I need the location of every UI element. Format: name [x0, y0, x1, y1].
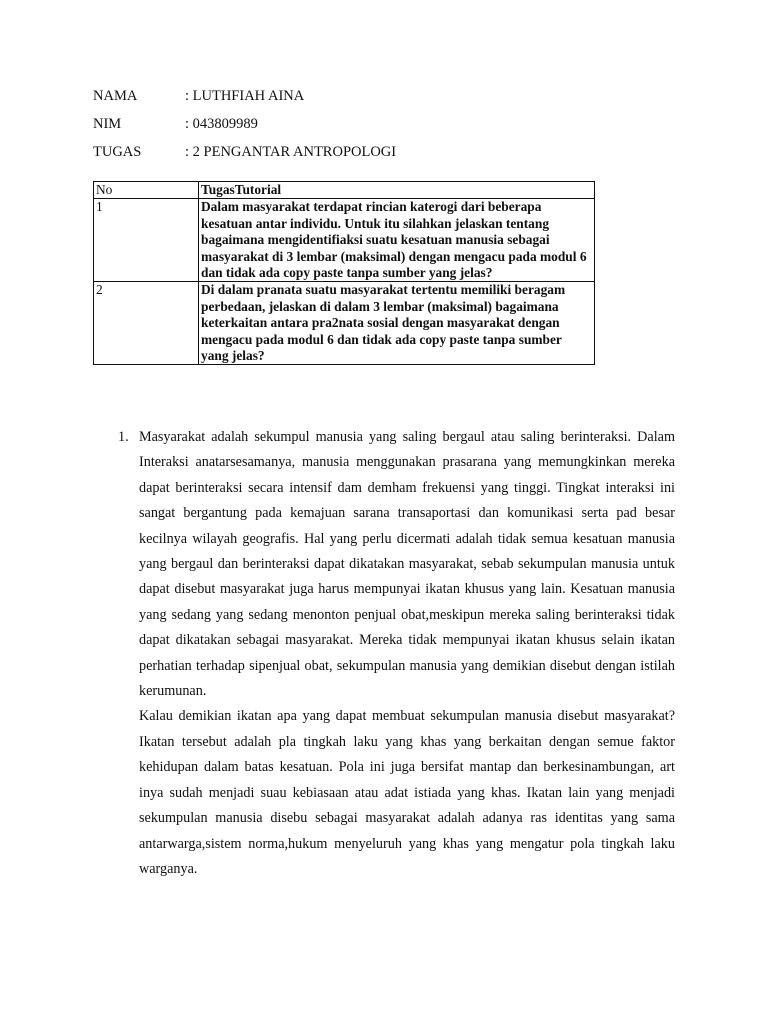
table-row [94, 199, 595, 282]
tugas-value: : 2 PENGANTAR ANTROPOLOGI [185, 144, 397, 160]
table-header-row [94, 182, 595, 199]
nim-label: NIM [93, 116, 122, 132]
task-table [93, 181, 595, 365]
tugas-row [93, 143, 396, 161]
nim-row [93, 115, 258, 133]
table-header-task: TugasTutorial [199, 182, 595, 199]
answer-number: 1. [118, 429, 129, 445]
table-row [94, 282, 595, 365]
nama-label: NAMA [93, 88, 138, 104]
answer-paragraph: Masyarakat adalah sekumpul manusia yang saling bergaul atau saling berinteraksi. Dalam Interaksi anatarsesamanya, manusia menggunakan prasarana yang memungkinkan mereka dapat berinteraksi secara intensif dam demham frekuensi yang tinggi. Tingkat interaksi ini sangat bergantung pada kemajuan sarana transaportasi dan komunikasi serta pad besar kecilnya wilayah geografis. Hal yang perlu dicermati adalah tidak semua kesatuan manusia yang bergaul dan berinteraksi dapat dikatakan masyarakat, sebab sekumpulan manusia untuk dapat disebut masyarakat juga harus mempunyai ikatan khusus yang lain. Kesatuan manusia yang sedang yang sedang menonton penjual obat,meskipun mereka saling berinteraksi tidak dapat dikatakan sebagai masyarakat. Mereka tidak mempunyai ikatan khusus selain ikatan perhatian terhadap sipenjual obat, sekumpulan manusia yang demikian disebut dengan istilah kerumunan. [139, 429, 675, 700]
answer-paragraph: Kalau demikian ikatan apa yang dapat membuat sekumpulan manusia disebut masyarakat? Ikatan tersebut adalah pla tingkah laku yang khas yang berkaitan dengan semue faktor kehidupan dalam batas kesatuan. Pola ini juga bersifat mantap dan berkesinambungan, art inya sudah menjadi suau kebiasaan atau adat istiada yang khas. Ikatan lain yang menjadi sekumpulan manusia disebu sebagai masyarakat adalah adanya ras identitas yang sama antarwarga,sistem norma,hukum menyeluruh yang khas yang mengatur pola tingkah laku warganya. [139, 708, 675, 877]
task-number: 1 [94, 199, 199, 282]
task-number: 2 [94, 282, 199, 365]
answer-section [118, 425, 675, 882]
nama-value: : LUTHFIAH AINA [185, 88, 305, 104]
tugas-label: TUGAS [93, 144, 142, 160]
task-description: Dalam masyarakat terdapat rincian katerogi dari beberapa kesatuan antar individu. Untuk itu silahkan jelaskan tentang bagaimana mengidentifiaksi suatu kesatuan manusia sebagai masyarakat di 3 lembar (maksimal) dengan mengacu pada modul 6 dan tidak ada copy paste tanpa sumber yang jelas? [199, 199, 595, 282]
task-description: Di dalam pranata suatu masyarakat tertentu memiliki beragam perbedaan, jelaskan di dalam 3 lembar (maksimal) bagaimana keterkaitan antara pra2nata sosial dengan masyarakat dengan mengacu pada modul 6 dan tidak ada copy paste tanpa sumber yang jelas? [199, 282, 595, 365]
nama-row [93, 87, 304, 105]
table-header-no: No [94, 182, 199, 199]
nim-value: : 043809989 [185, 116, 258, 132]
answer-body [139, 425, 675, 882]
